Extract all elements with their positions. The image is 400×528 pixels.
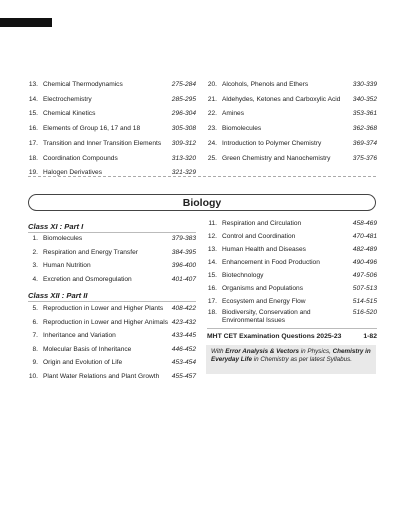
note-emphasis-2: Chemistry in Everyday Life <box>211 348 371 364</box>
row-title: Reproduction in Lower and Higher Animals <box>43 318 168 326</box>
row-number: 25. <box>207 154 217 162</box>
row-number: 18. <box>28 154 38 162</box>
row-pages: 275-284 <box>171 81 196 88</box>
row-title: Electrochemistry <box>43 95 92 103</box>
row-number: 14. <box>207 259 217 266</box>
row-pages: 470-481 <box>352 233 377 240</box>
row-number: 17. <box>28 139 38 147</box>
row-number: 12. <box>207 233 217 240</box>
row-title: Chemical Thermodynamics <box>43 81 123 88</box>
row-pages: 446-452 <box>171 345 196 353</box>
row-pages: 490-496 <box>352 259 377 266</box>
row-number: 18. <box>207 309 217 316</box>
row-pages: 321-329 <box>171 169 196 177</box>
cet-row <box>207 333 377 340</box>
row-pages: 453-454 <box>171 359 196 367</box>
row-number: 23. <box>207 125 217 133</box>
row-number: 5. <box>32 305 38 312</box>
row-number: 4. <box>32 275 38 283</box>
section-divider <box>28 176 376 177</box>
row-title: Molecular Basis of Inheritance <box>43 345 132 353</box>
row-pages: 458-469 <box>352 220 377 227</box>
row-number: 24. <box>207 139 217 147</box>
row-number: 10. <box>28 373 38 380</box>
row-title: Respiration and Circulation <box>222 220 302 227</box>
row-number: 13. <box>28 81 38 88</box>
row-pages: 309-312 <box>171 139 196 147</box>
row-title: Origin and Evolution of Life <box>43 359 123 367</box>
row-number: 22. <box>207 110 217 118</box>
row-pages: 396-400 <box>171 262 196 270</box>
class-xi-rule <box>28 232 196 233</box>
row-title: Enhancement in Food Production <box>222 259 320 266</box>
biology-title: Biology <box>182 196 222 209</box>
row-number: 8. <box>32 345 38 353</box>
row-title: Green Chemistry and Nanochemistry <box>222 154 331 162</box>
row-pages: 375-376 <box>352 154 377 162</box>
row-number: 2. <box>32 248 38 256</box>
row-number: 19. <box>28 169 38 177</box>
row-pages: 384-395 <box>171 248 196 256</box>
row-pages: 285-295 <box>171 95 196 103</box>
row-title: Chemical Kinetics <box>43 110 96 118</box>
row-number: 16. <box>207 285 217 292</box>
row-pages: 433-445 <box>171 332 196 340</box>
row-title: Plant Water Relations and Plant Growth <box>43 373 160 380</box>
row-title-continued: Environmental Issues <box>222 317 286 324</box>
row-number: 7. <box>32 332 38 340</box>
row-pages: 423-432 <box>171 318 196 326</box>
row-pages: 507-513 <box>352 285 377 292</box>
row-title: Excretion and Osmoregulation <box>43 275 132 283</box>
row-title: Biotechnology <box>222 272 264 279</box>
row-number: 15. <box>207 272 217 279</box>
row-title: Coordination Compounds <box>43 154 118 162</box>
row-number: 15. <box>28 110 38 118</box>
row-title: Human Nutrition <box>43 262 91 270</box>
row-number: 13. <box>207 246 217 253</box>
cet-rule <box>207 328 377 329</box>
row-title: Transition and Inner Transition Elements <box>43 139 162 147</box>
note-text-2: in Physics, <box>299 348 333 355</box>
row-number: 1. <box>32 235 38 242</box>
row-pages: 516-520 <box>352 309 377 316</box>
row-pages: 353-361 <box>352 110 377 118</box>
row-pages: 296-304 <box>171 110 196 118</box>
row-title: Ecosystem and Energy Flow <box>222 298 306 305</box>
row-pages: 514-515 <box>352 298 377 305</box>
class-xii-rule <box>28 301 196 302</box>
row-title: Biomolecules <box>43 235 83 242</box>
row-pages: 408-422 <box>171 305 196 312</box>
row-number: 11. <box>208 220 217 227</box>
row-pages: 330-339 <box>352 81 377 88</box>
row-title: Biomolecules <box>222 125 262 133</box>
row-number: 6. <box>32 318 38 326</box>
row-number: 17. <box>207 298 217 305</box>
row-title: Aldehydes, Ketones and Carboxylic Acid <box>222 95 341 103</box>
row-number: 9. <box>32 359 38 367</box>
row-pages: 305-308 <box>171 125 196 133</box>
row-pages: 401-407 <box>171 275 196 283</box>
note-emphasis-1: Error Analysis & Vectors <box>225 348 300 355</box>
row-pages: 340-352 <box>352 95 377 103</box>
row-title: Introduction to Polymer Chemistry <box>222 139 322 147</box>
syllabus-note <box>206 345 376 374</box>
row-pages: 379-383 <box>171 235 196 242</box>
row-pages: 497-506 <box>352 272 377 279</box>
row-number: 16. <box>28 125 38 133</box>
note-text: With <box>211 348 226 355</box>
row-title: Biodiversity, Conservation and <box>222 309 311 316</box>
row-pages: 455-457 <box>171 373 196 380</box>
cet-title: MHT CET Examination Questions 2025-23 <box>207 333 342 340</box>
row-title: Reproduction in Lower and Higher Plants <box>43 305 164 312</box>
row-title: Halogen Derivatives <box>43 169 103 177</box>
row-title: Amines <box>222 110 244 118</box>
note-text-3: in Chemistry as per latest Syllabus. <box>251 356 353 364</box>
row-title: Organisms and Populations <box>222 285 304 292</box>
row-title: Respiration and Energy Transfer <box>43 248 138 256</box>
class-xi-heading: Class XI : Part I <box>28 222 84 231</box>
row-number: 14. <box>28 95 38 103</box>
row-pages: 362-368 <box>352 125 377 133</box>
cet-pages: 1-82 <box>363 333 377 340</box>
row-title: Alcohols, Phenols and Ethers <box>222 81 309 88</box>
row-pages: 313-320 <box>171 154 196 162</box>
row-number: 3. <box>32 262 38 270</box>
row-number: 21. <box>207 95 217 103</box>
row-number: 20. <box>207 81 217 88</box>
row-title: Human Health and Diseases <box>222 246 306 253</box>
row-title: Control and Coordination <box>222 233 296 240</box>
biology-section-header <box>28 194 376 211</box>
row-title: Inheritance and Variation <box>43 332 116 340</box>
row-pages: 482-489 <box>352 246 377 253</box>
row-title: Elements of Group 16, 17 and 18 <box>43 125 141 133</box>
row-pages: 369-374 <box>352 139 377 147</box>
corner-decoration-bar <box>0 18 52 27</box>
class-xii-heading: Class XII : Part II <box>28 291 88 300</box>
